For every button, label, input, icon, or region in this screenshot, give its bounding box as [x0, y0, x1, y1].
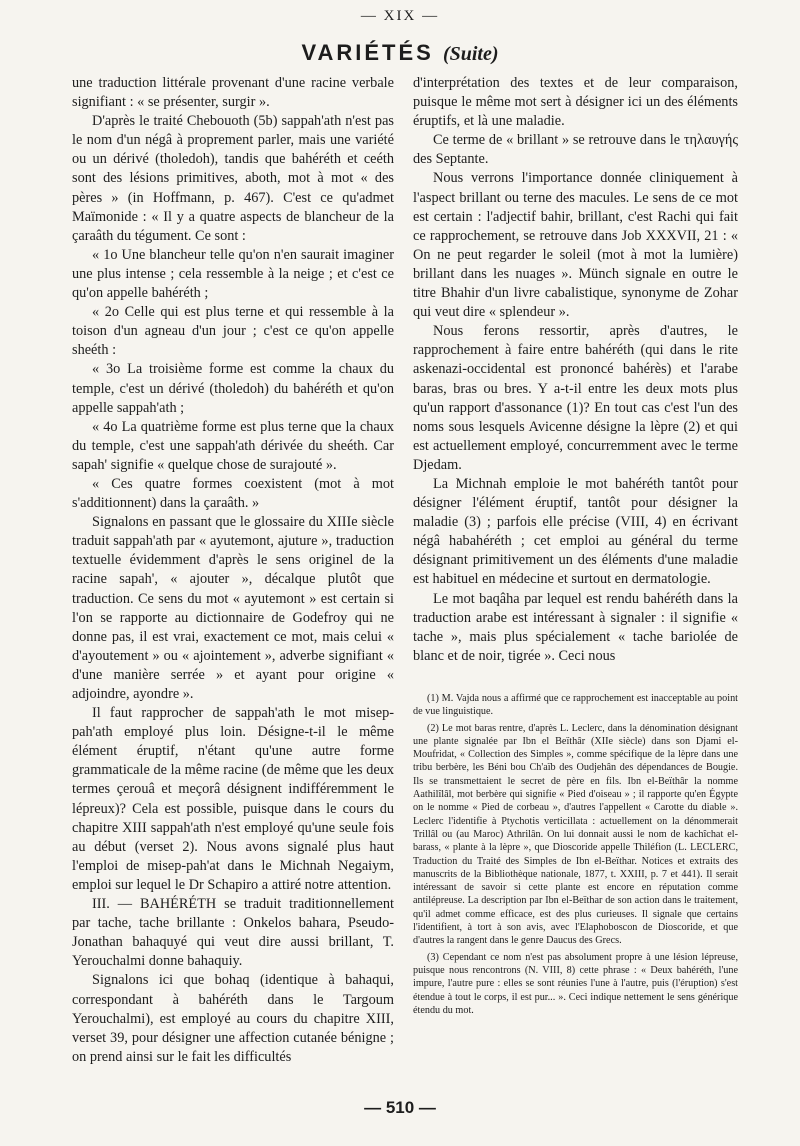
paragraph: « 1o Une blancheur telle qu'on n'en saurait imaginer une plus intense ; cela ressemble à la neige ; et c'est ce qu'on appelle bahéréth ;	[72, 246, 394, 302]
paragraph: « 3o La troisième forme est comme la chaux du temple, c'est un dérivé (tholedoh) du bahéréth et qu'on appelle sappah'ath ;	[72, 361, 394, 416]
paragraph: Ce terme de « brillant » se retrouve dans le τηλαυγής des Septante.	[413, 132, 738, 168]
paragraph: D'après le traité Chebouoth (5b) sappah'ath n'est pas le nom d'un négâ à proprement parler, mais une variété ou un dérivé (tholedoh), tandis que bahéréth et ceéth sont des lésions primitives, aboth, mot à mot « des pères » (in Hoffmann, p. 467). C'est ce qu'admet Maïmonide : « Il y a quatre aspects de blancheur de la çaraâth du tégument. Ce sont :	[72, 113, 394, 244]
paragraph: une traduction littérale provenant d'une racine verbale signifiant : « se présenter, surgir ».	[72, 75, 394, 111]
left-column	[72, 74, 394, 1067]
paragraph: Signalons ici que bohaq (identique à bahaqui, correspondant à bahéréth dans le Targoum Yerouchalmi), est employé au cours du chapitre XIII, verset 39, pour désigner une affection cutanée bénigne ; on prend ainsi sur le fait les difficultés	[72, 972, 394, 1065]
page-number: — 510 —	[364, 1098, 436, 1117]
paragraph: « Ces quatre formes coexistent (mot à mot s'additionnent) dans la çaraâth. »	[72, 475, 394, 512]
footnote: (3) Cependant ce nom n'est pas absolument propre à une lésion lépreuse, puisque nous rencontrons (N. VIII, 8) cette phrase : « Deux bahéréth, l'une impure, l'autre pure : elles se sont réunies l'une à l'autre, puis (l'éruption) s'est étendue à tout le corps, il est pur... ». Ceci indique nettement le sens générique étendu du mot.	[413, 951, 738, 1016]
paragraph: « 2o Celle qui est plus terne et qui ressemble à la toison d'un agneau d'un jour ; c'est ce qu'on appelle sheéth :	[72, 304, 394, 359]
paragraph: Nous ferons ressortir, après d'autres, le rapprochement à faire entre bahéréth (qui dans le rite askenazi-occidental est prononcé bahérès) et l'arabe baras, bras ou bres. Y a-t-il entre les deux mots plus qu'un rapport d'assonance (1)? En tout cas c'est l'un des noms sous lesquels Avicenne désigne la lèpre (2) et qui est actuellement employé, concurremment avec le terme Djedam.	[413, 323, 738, 473]
paragraph: « 4o La quatrième forme est plus terne que la chaux du temple, c'est une sappah'ath dérivée du sheéth. Car sapah' signifie « quelque chose de surajouté ».	[72, 418, 394, 473]
footnote: (2) Le mot baras rentre, d'après L. Leclerc, dans la dénomination désignant une plante signalée par Ibn el Beïthâr (XIIe siècle) dans son Djami el-Moufridat, « Collection des Simples », comme spécifique de la lèpre dans une tribu berbère, les Béni bou Ch'aïb des Oudjehân des dépendances de Bougie. Ils se transmettaient le secret de père en fils. Ibn el-Beïthâr la nomme Aathilîlâl, mot berbère qui signifie « Pied d'oiseau » ; il rapporte qu'en Égypte on le nomme « Pied de corbeau », d'autres l'appellent « Carotte du diable ». Leclerc l'identifie à Ptychotis verticillata : actuellement on la dénommerait Trillâl ou (au Maroc) Athrilân. On lui donnait aussi le nom de kachîchat el-barass, « plante à la lèpre », que Dioscoride appelle Thiléfion (L. LECLERC, Traduction du Traité des Simples de Ibn el-Beïthar. Notices et extraits des manuscrits de la Bibliothèque nationale, 1877, t. XXIII, p. 7 et 441). Il serait intéressant de savoir si cette plante est encore en réputation comme antilépreuse. La description par Ibn el-Beïthar de son action dans le traitement, qu'il admet comme efficace, est des plus curieuses. Il signale que certains l'identifient, à tort à son avis, avec l'Elaphoboscon de Dioscoride, et que d'autres la rangent dans le genre Daucus des Grecs.	[413, 722, 738, 947]
paragraph: La Michnah emploie le mot bahéréth tantôt pour désigner l'élément éruptif, tantôt pour désigner la maladie (3) ; parfois elle précise (VIII, 4) en écrivant négâ habahéréth ; cet emploi au général du terme désignant primitivement un des éléments d'une maladie est habituel en médecine et surtout en dermatologie.	[413, 475, 738, 588]
roman-page-number: — XIX —	[360, 8, 440, 24]
paragraph: III. — BAHÉRÉTH se traduit traditionnellement par tache, tache brillante : Onkelos bahara, Pseudo-Jonathan bahaquyé qui veut dire aussi brillant, T. Yerouchalmi donne bahaquiy.	[72, 896, 394, 970]
section-title	[0, 40, 800, 66]
footnote: (1) M. Vajda nous a affirmé que ce rapprochement est inacceptable au point de vue linguistique.	[413, 693, 738, 718]
right-column	[413, 74, 738, 666]
footnotes	[413, 692, 738, 1020]
paragraph: Signalons en passant que le glossaire du XIIIe siècle traduit sappah'ath par « ayutemont, ajuture », traduction textuelle évidemment d'après le sens originel de la racine sapah', « ajouter », décalque plutôt que traduction. Ce sens du mot « ayutemont » est certain si l'on se rapporte au dictionnaire de Godefroy qui ne donne pas, il est vrai, exactement ce mot, mais celui « d'ayoutement » ou « ajointement », adverbe signifiant « d'une manière serrée » et ayant pour origine « adjoindre, ayondre ».	[72, 514, 394, 702]
title-main: VARIÉTÉS	[301, 40, 434, 65]
paragraph: Nous verrons l'importance donnée cliniquement à l'aspect brillant ou terne des macules. Le sens de ce mot est certain : l'adjectif bahir, brillant, c'est Rachi qui fait ce rapprochement, se retrouve dans Job XXXVII, 21 : « On ne peut regarder le soleil (mot à mot la lumière) brillant dans les nuages ». Münch signale en outre le titre Bhahir d'un livre cabalistique, synonyme de Zohar qui veut dire « splendeur ».	[413, 170, 738, 321]
paragraph: Le mot baqâha par lequel est rendu bahéréth dans la traduction arabe est intéressant à signaler : il signifie « tache », mais plus spécialement « tache bariolée de blanc et de noir, tigrée ». Ceci nous	[413, 590, 738, 664]
paragraph: d'interprétation des textes et de leur comparaison, puisque le même mot sert à désigner ici un des éléments éruptifs, et là une maladie.	[413, 75, 738, 130]
title-suite: (Suite)	[442, 43, 499, 65]
paragraph: Il faut rapprocher de sappah'ath le mot misep-pah'ath employé plus loin. Désigne-t-il le même élément éruptif, n'étant qu'une autre forme grammaticale de la même racine (de même que les deux termes çerouâ et meçorâ désignent indifféremment le lépreux)? Cela est possible, puisque dans le cours du chapitre XIII sappah'ath n'est employé qu'une seule fois au début (verset 2). Nous avons signalé plus haut l'emploi de misep-pah'at dans le Michnah Negaiym, emploi sur lequel le Dr Schapiro a attiré notre attention.	[72, 705, 394, 893]
